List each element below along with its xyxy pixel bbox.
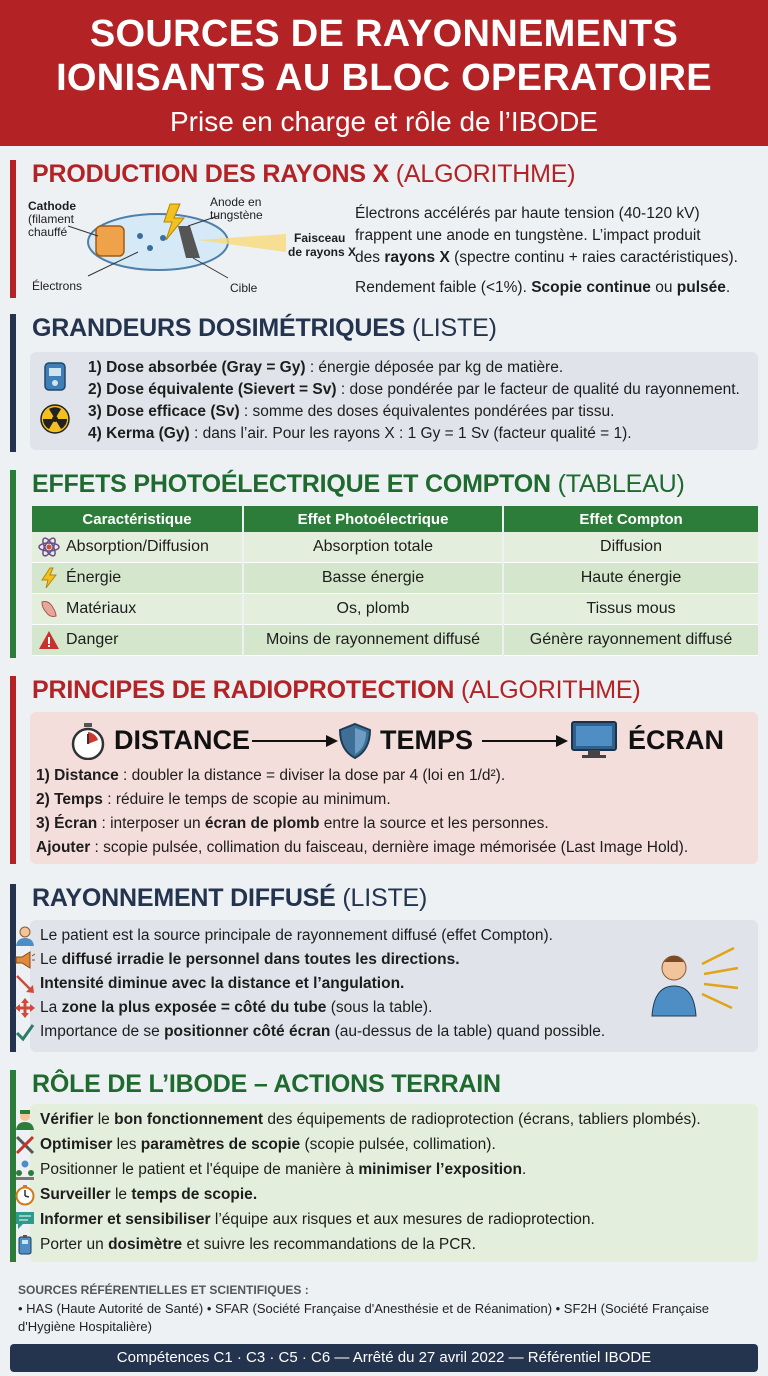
table-row	[32, 563, 758, 594]
checkmark-icon	[14, 1021, 36, 1043]
label-cathode-2: (filament	[28, 212, 75, 226]
section-title: GRANDEURS DOSIMÉTRIQUES (LISTE)	[32, 314, 497, 342]
label-cathode-3: chauffé	[28, 225, 68, 239]
production-text-3: des rayons X (spectre continu + raies caractéristiques).	[355, 249, 738, 266]
label-anode: Anode en	[210, 195, 262, 209]
nurse-icon	[14, 1109, 36, 1131]
table-cell: Basse énergie	[244, 563, 502, 594]
table-cell: Os, plomb	[244, 594, 502, 625]
sources-list: • HAS (Haute Autorité de Santé) • SFAR (Société Française d'Anesthésie et de Réanimation) • SF2H (Société Française d'Hygiène Hospitalière)	[18, 1301, 710, 1334]
section-production-rayons-x	[10, 160, 758, 298]
bone-icon	[38, 598, 60, 620]
tools-icon	[14, 1134, 36, 1156]
table-cell: Tissus mous	[504, 594, 758, 625]
table-cell: Génère rayonnement diffusé	[504, 625, 758, 656]
label-cathode: Cathode	[28, 199, 76, 213]
section-title: RAYONNEMENT DIFFUSÉ (LISTE)	[32, 884, 428, 912]
section-bar	[10, 676, 16, 864]
section-rayonnement-diffuse	[10, 884, 758, 1052]
label-electrons: Électrons	[32, 279, 83, 293]
diffuse-item-3: Intensité diminue avec la distance et l’angulation.	[40, 974, 404, 994]
label-faisceau-2: de rayons X	[288, 245, 357, 259]
production-text-2: frappent une anode en tungstène. L’impact produit	[355, 227, 701, 244]
dosimetry-panel	[30, 352, 758, 450]
ibode-item-5: Informer et sensibiliser l’équipe aux risques et aux mesures de radioprotection.	[40, 1210, 595, 1230]
section-title: PRINCIPES DE RADIOPROTECTION (ALGORITHME)	[32, 676, 641, 704]
dose-efficace: 3) Dose efficace (Sv) : somme des doses équivalentes pondérées par tissu.	[88, 403, 615, 420]
table-cell: Danger	[32, 625, 242, 656]
col-header: Caractéristique	[32, 506, 242, 532]
table-cell: Absorption totale	[244, 532, 502, 563]
flow-temps: TEMPS	[380, 725, 474, 755]
ibode-item-2: Optimiser les paramètres de scopie (scopie pulsée, collimation).	[40, 1135, 496, 1155]
ibode-item-6: Porter un dosimètre et suivre les recommandations de la PCR.	[40, 1235, 476, 1255]
label-faisceau: Faisceau	[294, 231, 346, 245]
label-anode-2: tungstène	[210, 208, 263, 222]
dosimeter-icon	[42, 360, 68, 392]
main-title-line2: IONISANTS AU BLOC OPERATOIRE	[56, 57, 712, 99]
table-header-row	[32, 506, 758, 532]
section-title: PRODUCTION DES RAYONS X (ALGORITHME)	[32, 160, 576, 188]
move-arrows-icon	[14, 997, 36, 1019]
section-bar	[10, 470, 16, 658]
comparison-table	[30, 506, 760, 656]
xray-tube-diagram	[28, 196, 358, 296]
principle-distance: 1) Distance : doubler la distance = diviser la dose par 4 (loi en 1/d²).	[36, 767, 506, 784]
atom-icon	[38, 536, 60, 558]
chat-bubble-icon	[14, 1209, 36, 1231]
table-row	[32, 532, 758, 563]
section-grandeurs-dosimetriques	[10, 314, 758, 452]
table-cell: Absorption/Diffusion	[32, 532, 242, 563]
radiation-icon	[40, 404, 70, 434]
warning-icon	[38, 629, 60, 651]
competences-bar: Compétences C1 · C3 · C5 · C6 — Arrêté du 27 avril 2022 — Référentiel IBODE	[10, 1344, 758, 1372]
lightning-icon	[38, 567, 60, 589]
radioprotection-flow	[30, 716, 758, 766]
header-banner	[0, 0, 768, 146]
table-row	[32, 625, 758, 656]
diffuse-item-4: La zone la plus exposée = côté du tube (sous la table).	[40, 998, 432, 1018]
arrow-icon	[482, 734, 568, 748]
production-text-1: Électrons accélérés par haute tension (40-120 kV)	[355, 205, 700, 222]
diffuse-item-5: Importance de se positionner côté écran (au-dessus de la table) quand possible.	[40, 1022, 605, 1042]
timer-icon	[14, 1184, 36, 1206]
diffuse-item-2: Le diffusé irradie le personnel dans toutes les directions.	[40, 950, 460, 970]
person-radiating-icon	[650, 942, 740, 1018]
ibode-item-1: Vérifier le bon fonctionnement des équipements de radioprotection (écrans, tabliers plombés).	[40, 1110, 701, 1130]
label-cible: Cible	[230, 281, 258, 295]
section-title: EFFETS PHOTOÉLECTRIQUE ET COMPTON (TABLEAU)	[32, 470, 685, 498]
table-cell: Matériaux	[32, 594, 242, 625]
col-header: Effet Photoélectrique	[244, 506, 502, 532]
dose-absorbee: 1) Dose absorbée (Gray = Gy) : énergie déposée par kg de matière.	[88, 359, 564, 376]
table-cell: Haute énergie	[504, 563, 758, 594]
table-cell: Énergie	[32, 563, 242, 594]
patient-icon	[14, 925, 36, 947]
monitor-icon	[570, 720, 618, 760]
arrow-icon	[252, 734, 338, 748]
stopwatch-icon	[70, 722, 106, 760]
principle-temps: 2) Temps : réduire le temps de scopie au minimum.	[36, 791, 391, 808]
section-radioprotection	[10, 676, 758, 864]
dosimeter-badge-icon	[14, 1234, 36, 1256]
diagonal-arrow-icon	[14, 973, 36, 995]
principle-ecran: 3) Écran : interposer un écran de plomb entre la source et les personnes.	[36, 815, 549, 832]
table-cell: Moins de rayonnement diffusé	[244, 625, 502, 656]
col-header: Effet Compton	[504, 506, 758, 532]
production-text-4: Rendement faible (<1%). Scopie continue ou pulsée.	[355, 279, 731, 296]
section-title: RÔLE DE L’IBODE – ACTIONS TERRAIN	[32, 1070, 501, 1098]
flow-ecran: ÉCRAN	[628, 725, 725, 755]
flow-distance: DISTANCE	[114, 725, 251, 755]
section-bar	[10, 160, 16, 298]
table-row	[32, 594, 758, 625]
sources-title: SOURCES RÉFÉRENTIELLES ET SCIENTIFIQUES :	[18, 1283, 309, 1297]
team-icon	[14, 1159, 36, 1181]
ibode-item-3: Positionner le patient et l'équipe de manière à minimiser l’exposition.	[40, 1160, 526, 1180]
section-bar	[10, 314, 16, 452]
main-subtitle: Prise en charge et rôle de l’IBODE	[170, 106, 598, 137]
ibode-item-4: Surveiller le temps de scopie.	[40, 1185, 257, 1205]
table-cell: Diffusion	[504, 532, 758, 563]
kerma: 4) Kerma (Gy) : dans l’air. Pour les rayons X : 1 Gy = 1 Sv (facteur qualité = 1).	[88, 425, 632, 442]
principle-ajouter: Ajouter : scopie pulsée, collimation du faisceau, dernière image mémorisée (Last Image Hold).	[36, 839, 689, 856]
dose-equivalente: 2) Dose équivalente (Sievert = Sv) : dose pondérée par le facteur de qualité du rayonnement.	[88, 381, 740, 398]
main-title-line1: SOURCES DE RAYONNEMENTS	[89, 13, 679, 55]
section-role-ibode	[10, 1070, 758, 1262]
shield-icon	[338, 722, 372, 760]
diffuse-item-1: Le patient est la source principale de rayonnement diffusé (effet Compton).	[40, 926, 553, 946]
megaphone-icon	[14, 949, 36, 971]
